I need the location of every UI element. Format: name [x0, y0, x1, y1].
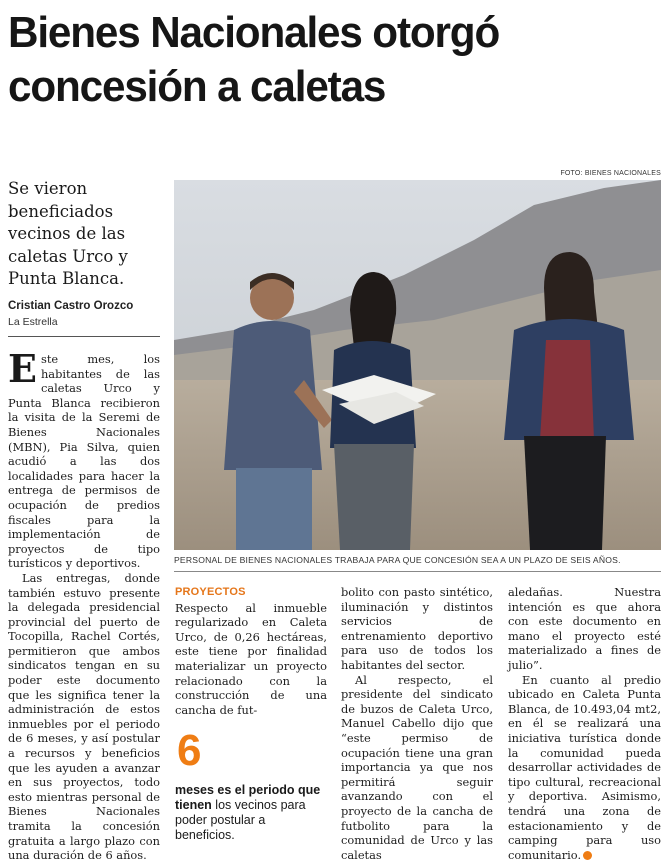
section-subhead: PROYECTOS — [175, 586, 246, 598]
article-column-1 — [8, 346, 160, 863]
article-paragraph-1-text: ste mes, los habitantes de las caletas Urco y Punta Blanca recibieron la visita de la Seremi de Bienes Nacionales (MBN), Pia Silva, quien acudió a las dos localidades para hacer la entrega de permisos de ocupación de predios fiscales para la implementación de proyectos de tipo turísticos y deportivos. — [8, 352, 160, 571]
article-column-2 — [175, 585, 327, 843]
photo-illustration — [174, 180, 661, 550]
byline-divider — [8, 336, 160, 337]
article-paragraph — [8, 346, 160, 571]
article-column-4 — [508, 585, 661, 862]
headline: Bienes Nacionales otorgó concesión a caletas — [8, 8, 500, 111]
stat-description — [175, 783, 327, 843]
photo-caption: PERSONAL DE BIENES NACIONALES TRABAJA PARA QUE CONCESIÓN SEA A UN PLAZO DE SEIS AÑOS. — [174, 555, 621, 565]
article-paragraph — [508, 673, 661, 863]
byline-author: Cristian Castro Orozco — [8, 300, 134, 312]
photo-credit: FOTO: BIENES NACIONALES — [560, 170, 661, 177]
caption-divider — [174, 571, 661, 572]
article-column-3 — [341, 585, 493, 862]
article-paragraph: Al respecto, el presidente del sindicato de buzos de Caleta Urco, Manuel Cabello dijo que “este permiso de ocupación tiene una gran importancia ya que nos permitirá seguir avanzando con el proyecto de la cancha de futbolito para la comunidad de Urco y las caletas — [341, 672, 493, 862]
article-paragraph: Respecto al inmueble regularizado en Caleta Urco, de 0,26 hectáreas, este tiene por finalidad materializar un proyecto relacionado con la construcción de una cancha de fut- — [175, 600, 327, 717]
article-paragraph: bolito con pasto sintético, iluminación y distintos servicios de entrenamiento deportivo para uso de todos los habitantes del sector. — [341, 585, 493, 672]
stat-rest-text: los vecinos para poder postular a beneficios. — [175, 798, 306, 843]
article-paragraph-7-text: En cuanto al predio ubicado en Caleta Punta Blanca, de 10.493,04 mt2, en él se realizará una iniciativa turística donde la comunidad pueda desarrollar actividades de tipo cultural, recreacional y deportiva. Asimismo, tendrá una zona de estacionamiento y de camping para uso comunitario. — [508, 672, 661, 862]
end-of-article-icon — [583, 851, 592, 860]
stat-bold-text: meses es el periodo que tienen — [175, 783, 321, 813]
byline-outlet: La Estrella — [8, 316, 58, 328]
article-paragraph: aledañas. Nuestra intención es que ahora con este documento en mano el proyecto esté materializado a fines de julio”. — [508, 585, 661, 672]
deck: Se vieron beneficiados vecinos de las caletas Urco y Punta Blanca. — [8, 179, 128, 288]
stat-number: 6 — [177, 726, 202, 776]
dropcap: E — [8, 346, 37, 391]
article-paragraph: Las entregas, donde también estuvo presente la delegada presidencial provincial del puerto de Tocopilla, Rachel Cortés, permitieron que ambos sindicatos tengan en su poder este documento que les significa tener la administración de estos inmuebles por el periodo de 6 meses, y así postular a recursos y beneficios que les ayuden a avanzar en sus proyectos, todo esto mientras personal de Bienes Nacionales tramita la concesión gratuita a largo plazo con una duración de 6 años. — [8, 570, 160, 863]
news-photo — [174, 180, 661, 550]
